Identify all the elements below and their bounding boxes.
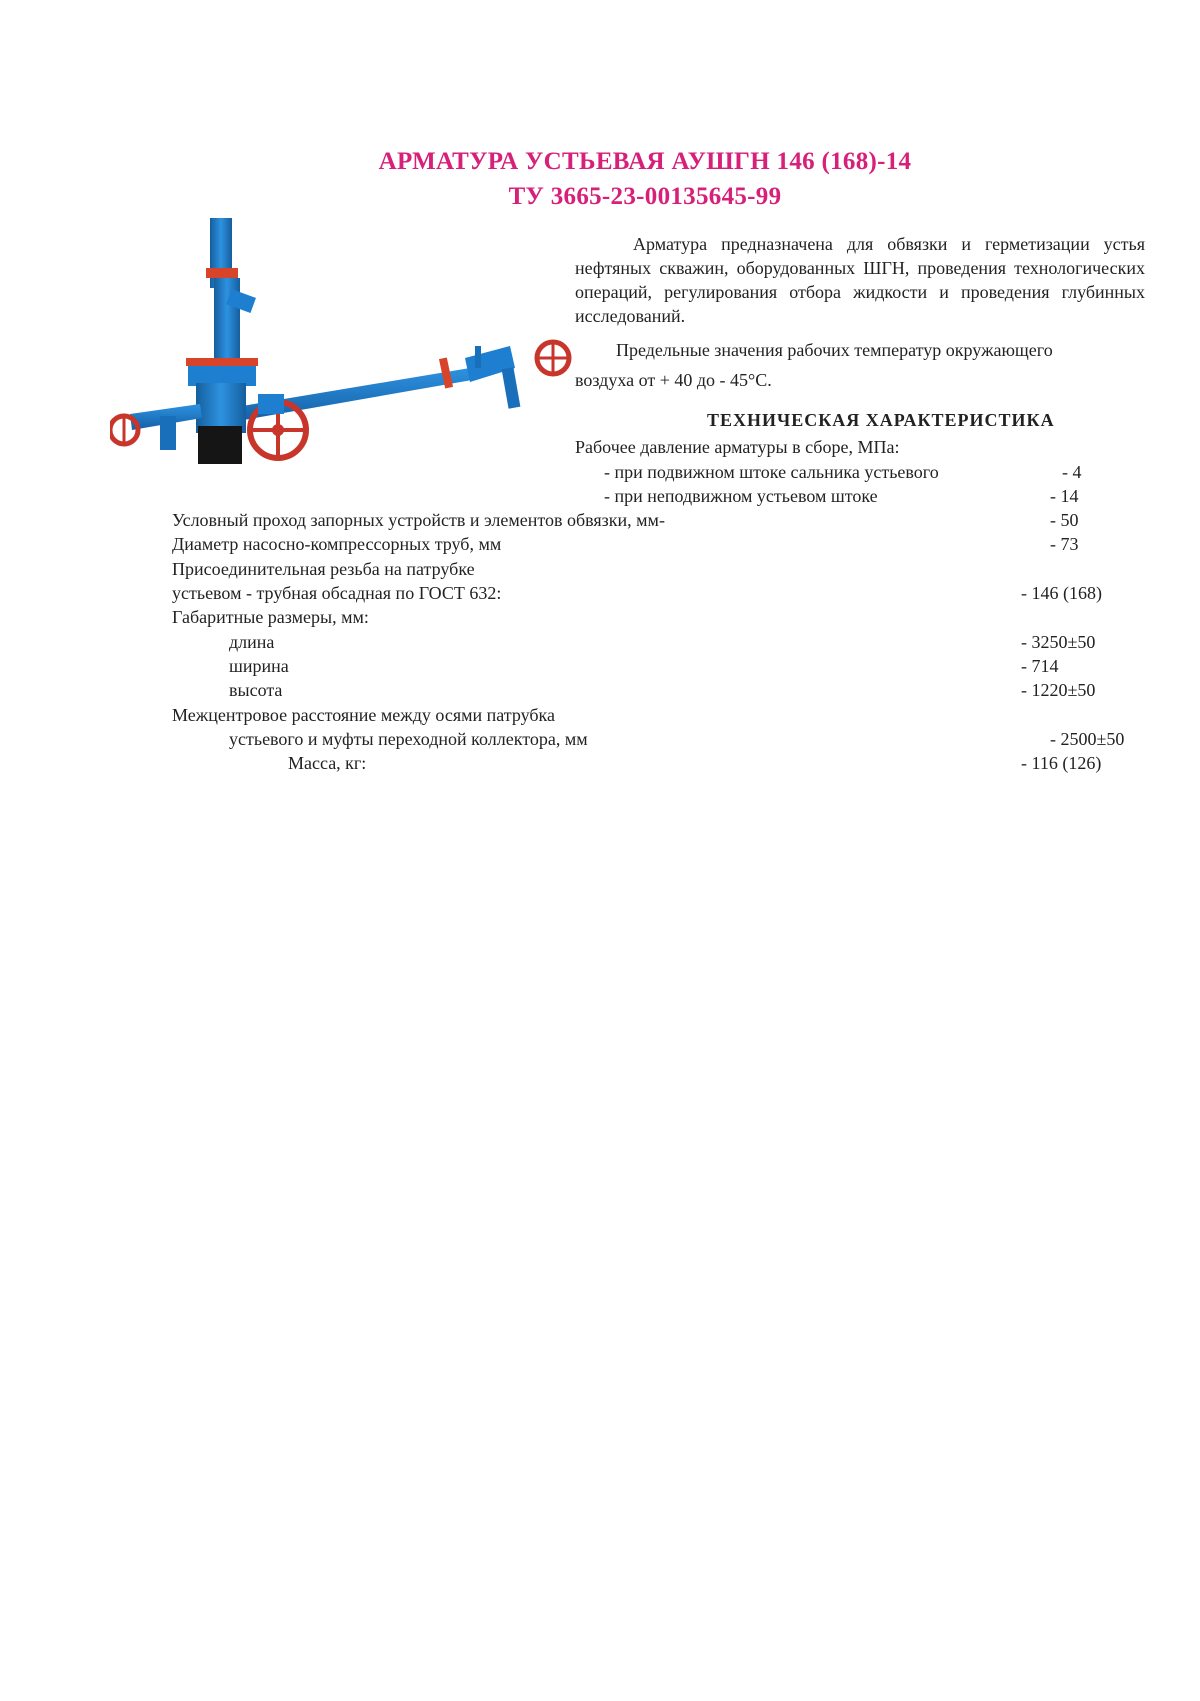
mass-label: Масса, кг: (288, 753, 367, 773)
bore-value: - 50 (1050, 510, 1079, 530)
pressure-moving-label: - при подвижном штоке сальника устьевого (604, 462, 939, 482)
center-distance-label-1: Межцентровое расстояние между осями патрубка (172, 705, 556, 725)
specs-heading: ТЕХНИЧЕСКАЯ ХАРАКТЕРИСТИКА (707, 410, 1055, 430)
width-value: - 714 (1021, 656, 1059, 676)
thread-value: - 146 (168) (1021, 583, 1102, 603)
document-title: АРМАТУРА УСТЬЕВАЯ АУШГН 146 (168)-14 (378, 148, 912, 175)
thread-label-2: устьевом - трубная обсадная по ГОСТ 632: (172, 583, 502, 603)
center-distance-label-2: устьевого и муфты переходной коллектора, мм (229, 729, 588, 749)
wellhead-equipment-illustration (110, 218, 590, 508)
tubing-value: - 73 (1050, 534, 1079, 554)
pressure-fixed-value: - 14 (1050, 486, 1079, 506)
description-paragraph: Арматура предназначена для обвязки и герметизации устья нефтяных скважин, оборудованных ШГН, проведения технологических операций, регулирования отбора жидкости и проведения глубинных исследований. (575, 234, 1145, 326)
length-label: длина (229, 632, 275, 652)
temperature-text-line2: воздуха от + 40 до - 45°С. (575, 370, 772, 390)
width-label: ширина (229, 656, 289, 676)
thread-label-1: Присоединительная резьба на патрубке (172, 559, 475, 579)
temperature-text-line1: Предельные значения рабочих температур окружающего (616, 340, 1053, 360)
mass-value: - 116 (126) (1021, 753, 1102, 773)
tubing-label: Диаметр насосно-компрессорных труб, мм (172, 534, 502, 554)
document-subtitle: ТУ 3665-23-00135645-99 (508, 183, 782, 210)
casing-nipple (198, 426, 242, 464)
center-distance-value: - 2500±50 (1050, 729, 1125, 749)
pressure-label: Рабочее давление арматуры в сборе, МПа: (575, 437, 900, 457)
pressure-moving-value: - 4 (1062, 462, 1082, 482)
bore-label: Условный проход запорных устройств и элементов обвязки, мм- (172, 510, 665, 530)
length-value: - 3250±50 (1021, 632, 1096, 652)
dims-label: Габаритные размеры, мм: (172, 607, 369, 627)
height-value: - 1220±50 (1021, 680, 1096, 700)
height-label: высота (229, 680, 283, 700)
pressure-fixed-label: - при неподвижном устьевом штоке (604, 486, 878, 506)
